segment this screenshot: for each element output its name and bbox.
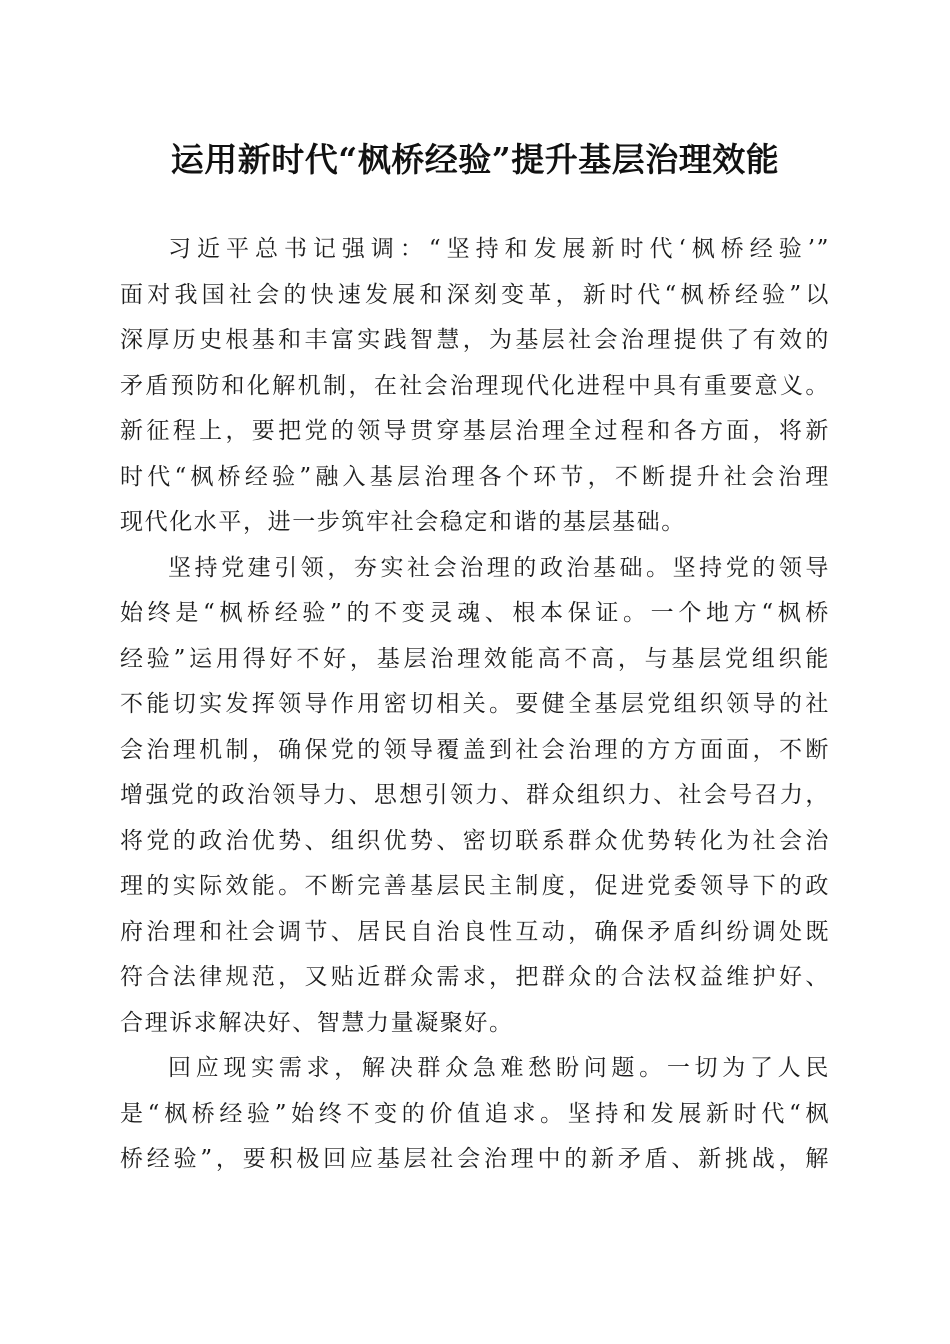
text-line: 不能切实发挥领导作用密切相关。要健全基层党组织领导的社 (120, 691, 830, 717)
text-line: 始终是“枫桥经验”的不变灵魂、根本保证。一个地方“枫桥 (120, 600, 830, 626)
text-line: 会治理机制，确保党的领导覆盖到社会治理的方方面面，不断 (120, 736, 830, 763)
text-line: 习近平总书记强调：“坚持和发展新时代‘枫桥经验’” (168, 236, 830, 262)
text-line: 合理诉求解决好、智慧力量凝聚好。 (120, 1009, 514, 1036)
text-line: 理的实际效能。不断完善基层民主制度，促进党委领导下的政 (120, 873, 830, 899)
text-line: 将党的政治优势、组织优势、密切联系群众优势转化为社会治 (120, 827, 830, 854)
text-line: 符合法律规范，又贴近群众需求，把群众的合法权益维护好、 (120, 964, 830, 990)
text-line: 增强党的政治领导力、思想引领力、群众组织力、社会号召力， (120, 782, 830, 808)
text-line: 新征程上，要把党的领导贯穿基层治理全过程和各方面，将新 (120, 418, 830, 444)
document-body (120, 227, 830, 1183)
text-line: 回应现实需求，解决群众急难愁盼问题。一切为了人民 (168, 1055, 830, 1081)
text-line: 面对我国社会的快速发展和深刻变革，新时代“枫桥经验”以 (120, 281, 830, 308)
paragraph (120, 1046, 830, 1183)
text-line: 坚持党建引领，夯实社会治理的政治基础。坚持党的领导 (168, 554, 830, 581)
text-line: 深厚历史根基和丰富实践智慧，为基层社会治理提供了有效的 (120, 327, 830, 353)
text-line: 矛盾预防和化解机制，在社会治理现代化进程中具有重要意义。 (120, 372, 830, 399)
text-line: 时代“枫桥经验”融入基层治理各个环节，不断提升社会治理 (120, 463, 830, 490)
text-line: 桥经验”，要积极回应基层社会治理中的新矛盾、新挑战，解 (120, 1146, 830, 1172)
paragraph (120, 227, 830, 546)
document-title: 运用新时代“枫桥经验”提升基层治理效能 (170, 140, 780, 179)
text-line: 是“枫桥经验”始终不变的价值追求。坚持和发展新时代“枫 (120, 1100, 830, 1127)
text-line: 现代化水平，进一步筑牢社会稳定和谐的基层基础。 (120, 509, 686, 535)
paragraph (120, 546, 830, 1047)
text-line: 经验”运用得好不好，基层治理效能高不高，与基层党组织能 (120, 645, 830, 672)
text-line: 府治理和社会调节、居民自治良性互动，确保矛盾纠纷调处既 (120, 918, 830, 945)
